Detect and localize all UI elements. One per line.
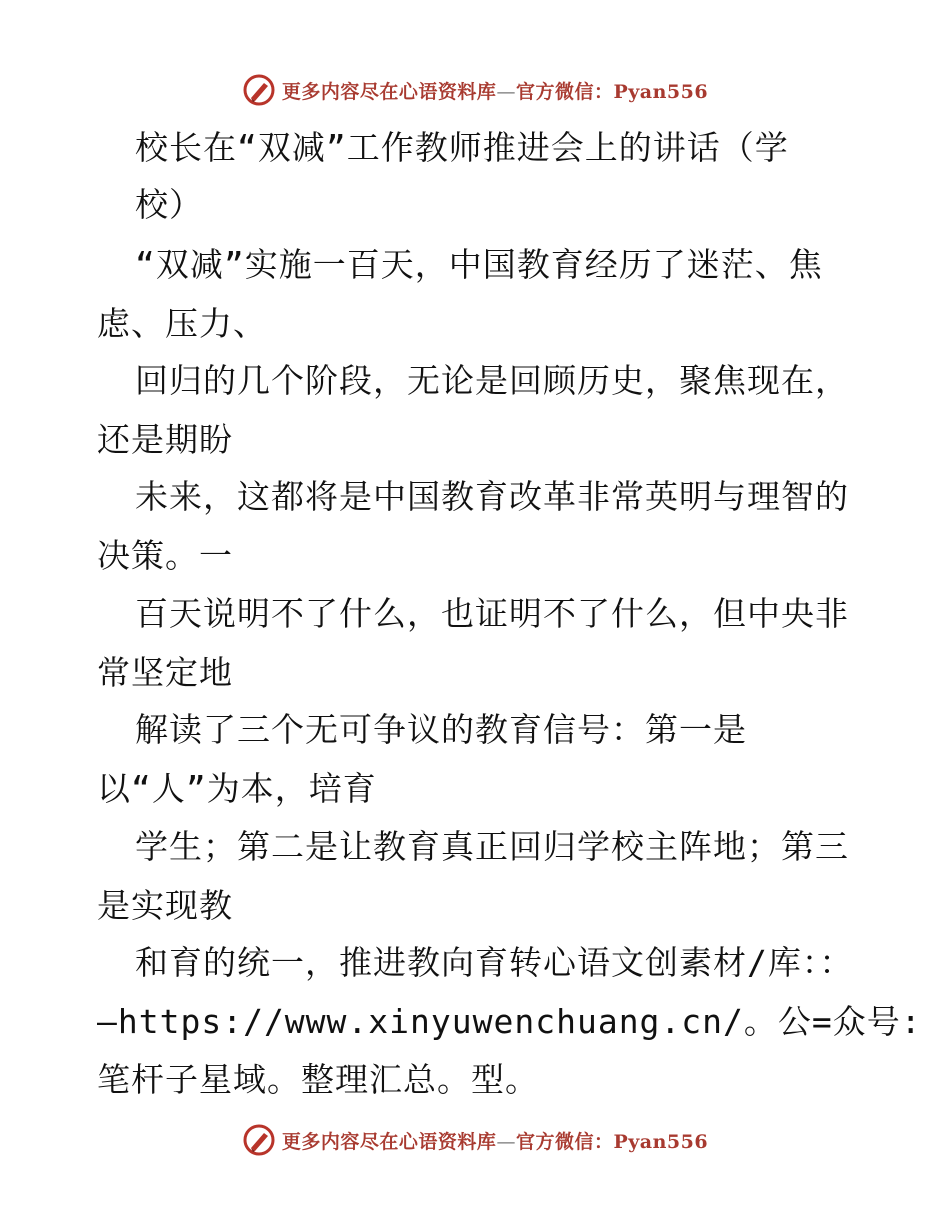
text-line: 未来，这都将是中国教育改革非常英明与理智的 <box>135 477 849 516</box>
text-line: 笔杆子星域。整理汇总。型。 <box>97 1060 539 1099</box>
watermark-banner-top <box>0 70 950 110</box>
watermark-banner-bottom <box>0 1120 950 1160</box>
text-line: 回归的几个阶段，无论是回顾历史，聚焦现在， <box>135 361 849 400</box>
text-line: 解读了三个无可争议的教育信号：第一是 <box>135 710 747 749</box>
text-line: 是实现教 <box>97 886 233 925</box>
text-line: 百天说明不了什么，也证明不了什么，但中央非 <box>135 594 849 633</box>
watermark-text-bottom: 更多内容尽在心语资料库—官方微信：Pyan556 <box>281 1130 709 1153</box>
text-line: 和育的统一，推进教向育转心语文创素材/库：： <box>135 943 854 982</box>
text-line: 校） <box>135 185 203 224</box>
text-line: 决策。一 <box>97 536 233 575</box>
text-line: 还是期盼 <box>97 420 233 459</box>
text-line: 以“人”为本，培育 <box>97 769 377 808</box>
text-line: 校长在“双减”工作教师推进会上的讲话（学 <box>135 128 789 167</box>
pen-logo-icon <box>242 73 276 107</box>
watermark-text-top: 更多内容尽在心语资料库—官方微信：Pyan556 <box>281 80 709 103</box>
text-line: —https://www.xinyuwenchuang.cn/。公=众号: <box>97 1002 922 1041</box>
text-line: 常坚定地 <box>97 653 233 692</box>
pen-logo-icon <box>242 1123 276 1157</box>
text-line: 学生；第二是让教育真正回归学校主阵地；第三 <box>135 827 849 866</box>
text-line: 虑、压力、 <box>97 304 267 343</box>
text-line: “双减”实施一百天，中国教育经历了迷茫、焦 <box>135 245 823 284</box>
